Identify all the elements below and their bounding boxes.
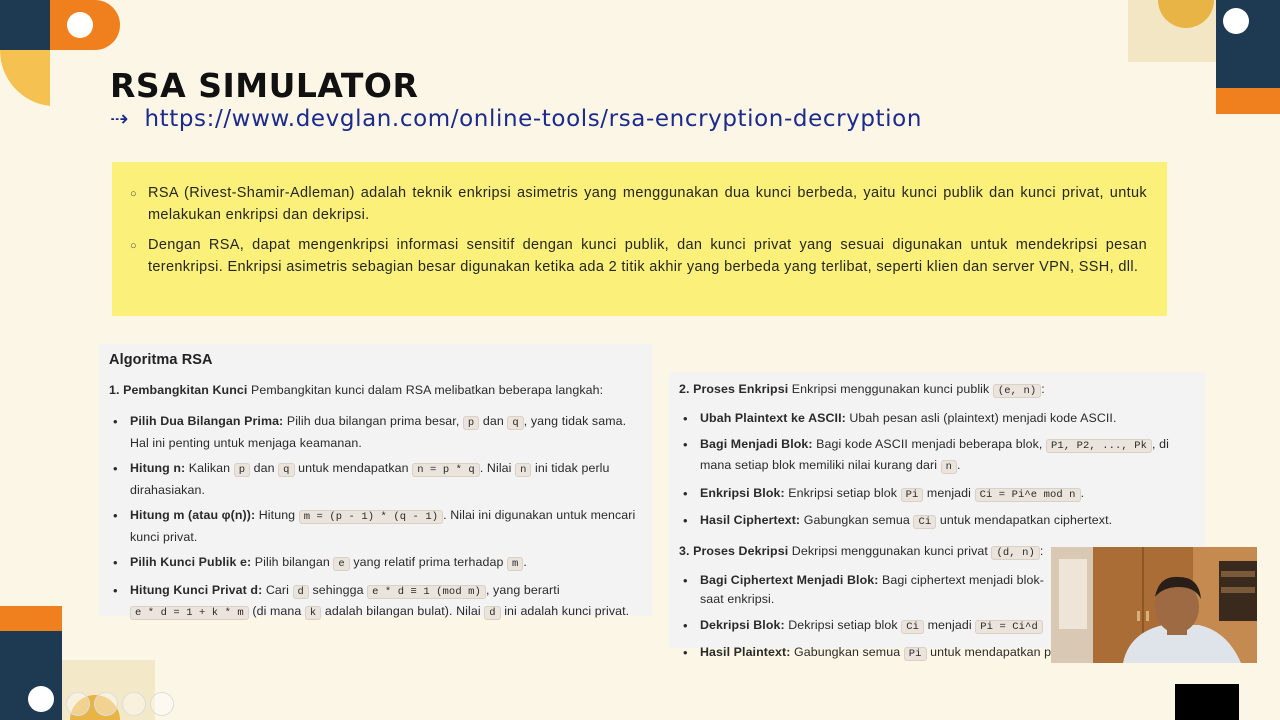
list-item — [109, 553, 640, 575]
step-1-list — [109, 412, 640, 624]
item-text: adalah bilangan bulat). Nilai — [321, 604, 485, 618]
algorithm-panel-left — [99, 344, 652, 619]
slide-title: RSA SIMULATOR — [110, 66, 419, 105]
step-desc: Enkripsi menggunakan kunci publik — [788, 382, 993, 396]
code-snippet: m — [507, 557, 523, 571]
code-snippet: (d, n) — [991, 546, 1039, 560]
list-item — [109, 506, 640, 547]
code-snippet: P1, P2, ..., Pk — [1046, 439, 1152, 453]
intro-bullet-item — [130, 234, 1147, 278]
code-snippet: e — [333, 557, 349, 571]
step-desc: : — [1039, 543, 1044, 558]
item-label: Pilih Kunci Publik e: — [130, 555, 252, 569]
intro-bullet-text: Dengan RSA, dapat mengenkripsi informasi sensitif dengan kunci publik, dan kunci privat yang sesuai digunakan untuk mendekripsi pesan terenkripsi. Enkripsi asimetris sebagian besar digunakan ketika ada 2 titik akhir yang berbeda yang terlibat, seperti klien dan server VPN, SSH, dll. — [148, 237, 1147, 275]
item-label: Dekripsi Blok: — [700, 617, 785, 632]
item-text: yang relatif prima terhadap — [349, 555, 507, 569]
step-desc: Dekripsi menggunakan kunci privat — [788, 543, 992, 558]
code-snippet: q — [507, 416, 523, 430]
list-item — [109, 581, 640, 624]
item-text: Bagi kode ASCII menjadi beberapa blok, — [812, 436, 1047, 451]
presenter-video-frame — [1051, 547, 1257, 663]
item-text: . — [1080, 485, 1085, 500]
intro-bullet-text: RSA (Rivest-Shamir-Adleman) adalah teknik enkripsi asimetris yang menggunakan dua kunci berbeda, yaitu kunci publik dan kunci privat, untuk melakukan enkripsi dan dekripsi. — [148, 185, 1147, 223]
item-text: Gabungkan semua — [800, 513, 914, 527]
item-text: Cari — [262, 582, 293, 597]
item-text: sehingga — [308, 582, 368, 597]
code-snippet: p — [234, 463, 250, 477]
step-desc: Pembangkitan kunci dalam RSA melibatkan beberapa langkah: — [247, 383, 604, 397]
item-text: Pilih bilangan — [251, 555, 334, 569]
item-text: , yang tidak sama. Hal ini penting untuk menjaga keamanan. — [130, 414, 627, 450]
list-item — [109, 459, 640, 500]
item-label: Hitung n: — [130, 461, 186, 475]
item-label: Bagi Ciphertext Menjadi Blok: — [700, 572, 879, 587]
more-options-control[interactable] — [150, 692, 174, 716]
item-text: . — [957, 458, 961, 472]
code-snippet: n — [941, 460, 957, 474]
step-title: 2. Proses Enkripsi — [679, 382, 789, 396]
code-snippet: d — [293, 585, 309, 599]
code-snippet: Ci — [901, 620, 924, 634]
item-text: Gabungkan semua — [790, 645, 904, 659]
step-2-paragraph — [679, 380, 1195, 401]
item-text: Enkripsi setiap blok — [784, 485, 901, 500]
code-snippet: Ci = Pi^e mod n — [975, 488, 1081, 502]
item-label: Ubah Plaintext ke ASCII: — [700, 411, 846, 425]
step-desc: : — [1041, 382, 1045, 396]
code-snippet: p — [463, 416, 479, 430]
intro-bullet-item — [130, 182, 1147, 226]
item-label: Hasil Plaintext: — [700, 645, 791, 659]
item-text: ini adalah kunci privat. — [500, 604, 630, 618]
list-item — [679, 484, 1195, 506]
black-overlay-block — [1175, 684, 1239, 720]
code-snippet: Pi = Ci^d — [975, 620, 1043, 634]
code-snippet: e * d = 1 + k * m — [130, 606, 249, 620]
item-text: . Nilai ini digunakan untuk mencari kunci privat. — [130, 508, 636, 544]
next-slide-control[interactable] — [94, 692, 118, 716]
item-label: Hitung Kunci Privat d: — [130, 582, 263, 597]
list-item — [679, 409, 1195, 429]
step-1-paragraph — [109, 381, 640, 400]
list-item — [679, 511, 1195, 533]
zoom-control[interactable] — [122, 692, 146, 716]
list-item — [679, 435, 1195, 478]
prev-slide-control[interactable] — [66, 692, 90, 716]
item-text: Dekripsi setiap blok — [784, 617, 902, 632]
item-text: Pilih dua bilangan prima besar, — [283, 414, 463, 428]
code-snippet: k — [305, 606, 321, 620]
corner-decoration-top-right — [1126, 0, 1280, 114]
code-snippet: e * d ≡ 1 (mod m) — [367, 585, 486, 599]
item-text: , di mana setiap blok memiliki nilai kurang dari — [700, 436, 1169, 472]
item-text: untuk mendapatkan — [294, 461, 413, 475]
presenter-webcam — [1051, 547, 1257, 663]
item-text: Bagi ciphertext menjadi blok- — [878, 572, 1045, 587]
item-text: , yang berarti — [485, 582, 560, 597]
code-snippet: d — [484, 606, 500, 620]
intro-highlight-box — [112, 162, 1167, 316]
item-text: untuk mendapatkan ciphertext. — [936, 513, 1113, 527]
code-snippet: n = p * q — [412, 463, 480, 477]
item-text: dan — [250, 461, 279, 475]
code-snippet: Ci — [913, 515, 936, 529]
item-text: Hitung — [255, 508, 299, 522]
item-text: (di mana — [248, 604, 305, 618]
item-text: menjadi — [923, 485, 975, 500]
devglan-link[interactable]: https://www.devglan.com/online-tools/rsa-encryption-decryption — [144, 106, 923, 132]
list-item — [109, 412, 640, 453]
item-text: saat enkripsi. — [700, 592, 775, 606]
code-snippet: (e, n) — [993, 384, 1041, 398]
link-row — [110, 106, 922, 132]
circle-bullet-icon: ○ — [130, 240, 137, 252]
circle-bullet-icon: ○ — [130, 188, 137, 200]
code-snippet: Pi — [904, 647, 927, 661]
code-snippet: n — [515, 463, 531, 477]
panel-heading: Algoritma RSA — [109, 352, 213, 368]
item-label: Hasil Ciphertext: — [700, 513, 801, 527]
item-text: ini tidak perlu dirahasiakan. — [130, 461, 610, 497]
step-title: 1. Pembangkitan Kunci — [109, 383, 248, 397]
item-label: Pilih Dua Bilangan Prima: — [130, 414, 284, 428]
code-snippet: m = (p - 1) * (q - 1) — [299, 510, 443, 524]
item-label: Bagi Menjadi Blok: — [700, 436, 813, 451]
item-label: Enkripsi Blok: — [700, 485, 785, 500]
step-2-list — [679, 409, 1195, 533]
step-title: 3. Proses Dekripsi — [679, 543, 789, 558]
item-text: dan — [479, 414, 508, 428]
item-text: Ubah pesan asli (plaintext) menjadi kode ASCII. — [845, 411, 1117, 425]
item-text: . — [523, 555, 527, 569]
item-text: menjadi — [924, 617, 976, 632]
item-text: untuk mendapatkan p — [926, 645, 1052, 659]
item-label: Hitung m (atau φ(n)): — [130, 508, 256, 522]
item-text: Kalikan — [185, 461, 234, 475]
arrow-icon: ⇢ — [110, 106, 129, 132]
code-snippet: Pi — [901, 488, 924, 502]
corner-decoration-top-left — [0, 0, 120, 106]
code-snippet: q — [278, 463, 294, 477]
item-text: . Nilai — [479, 461, 516, 475]
